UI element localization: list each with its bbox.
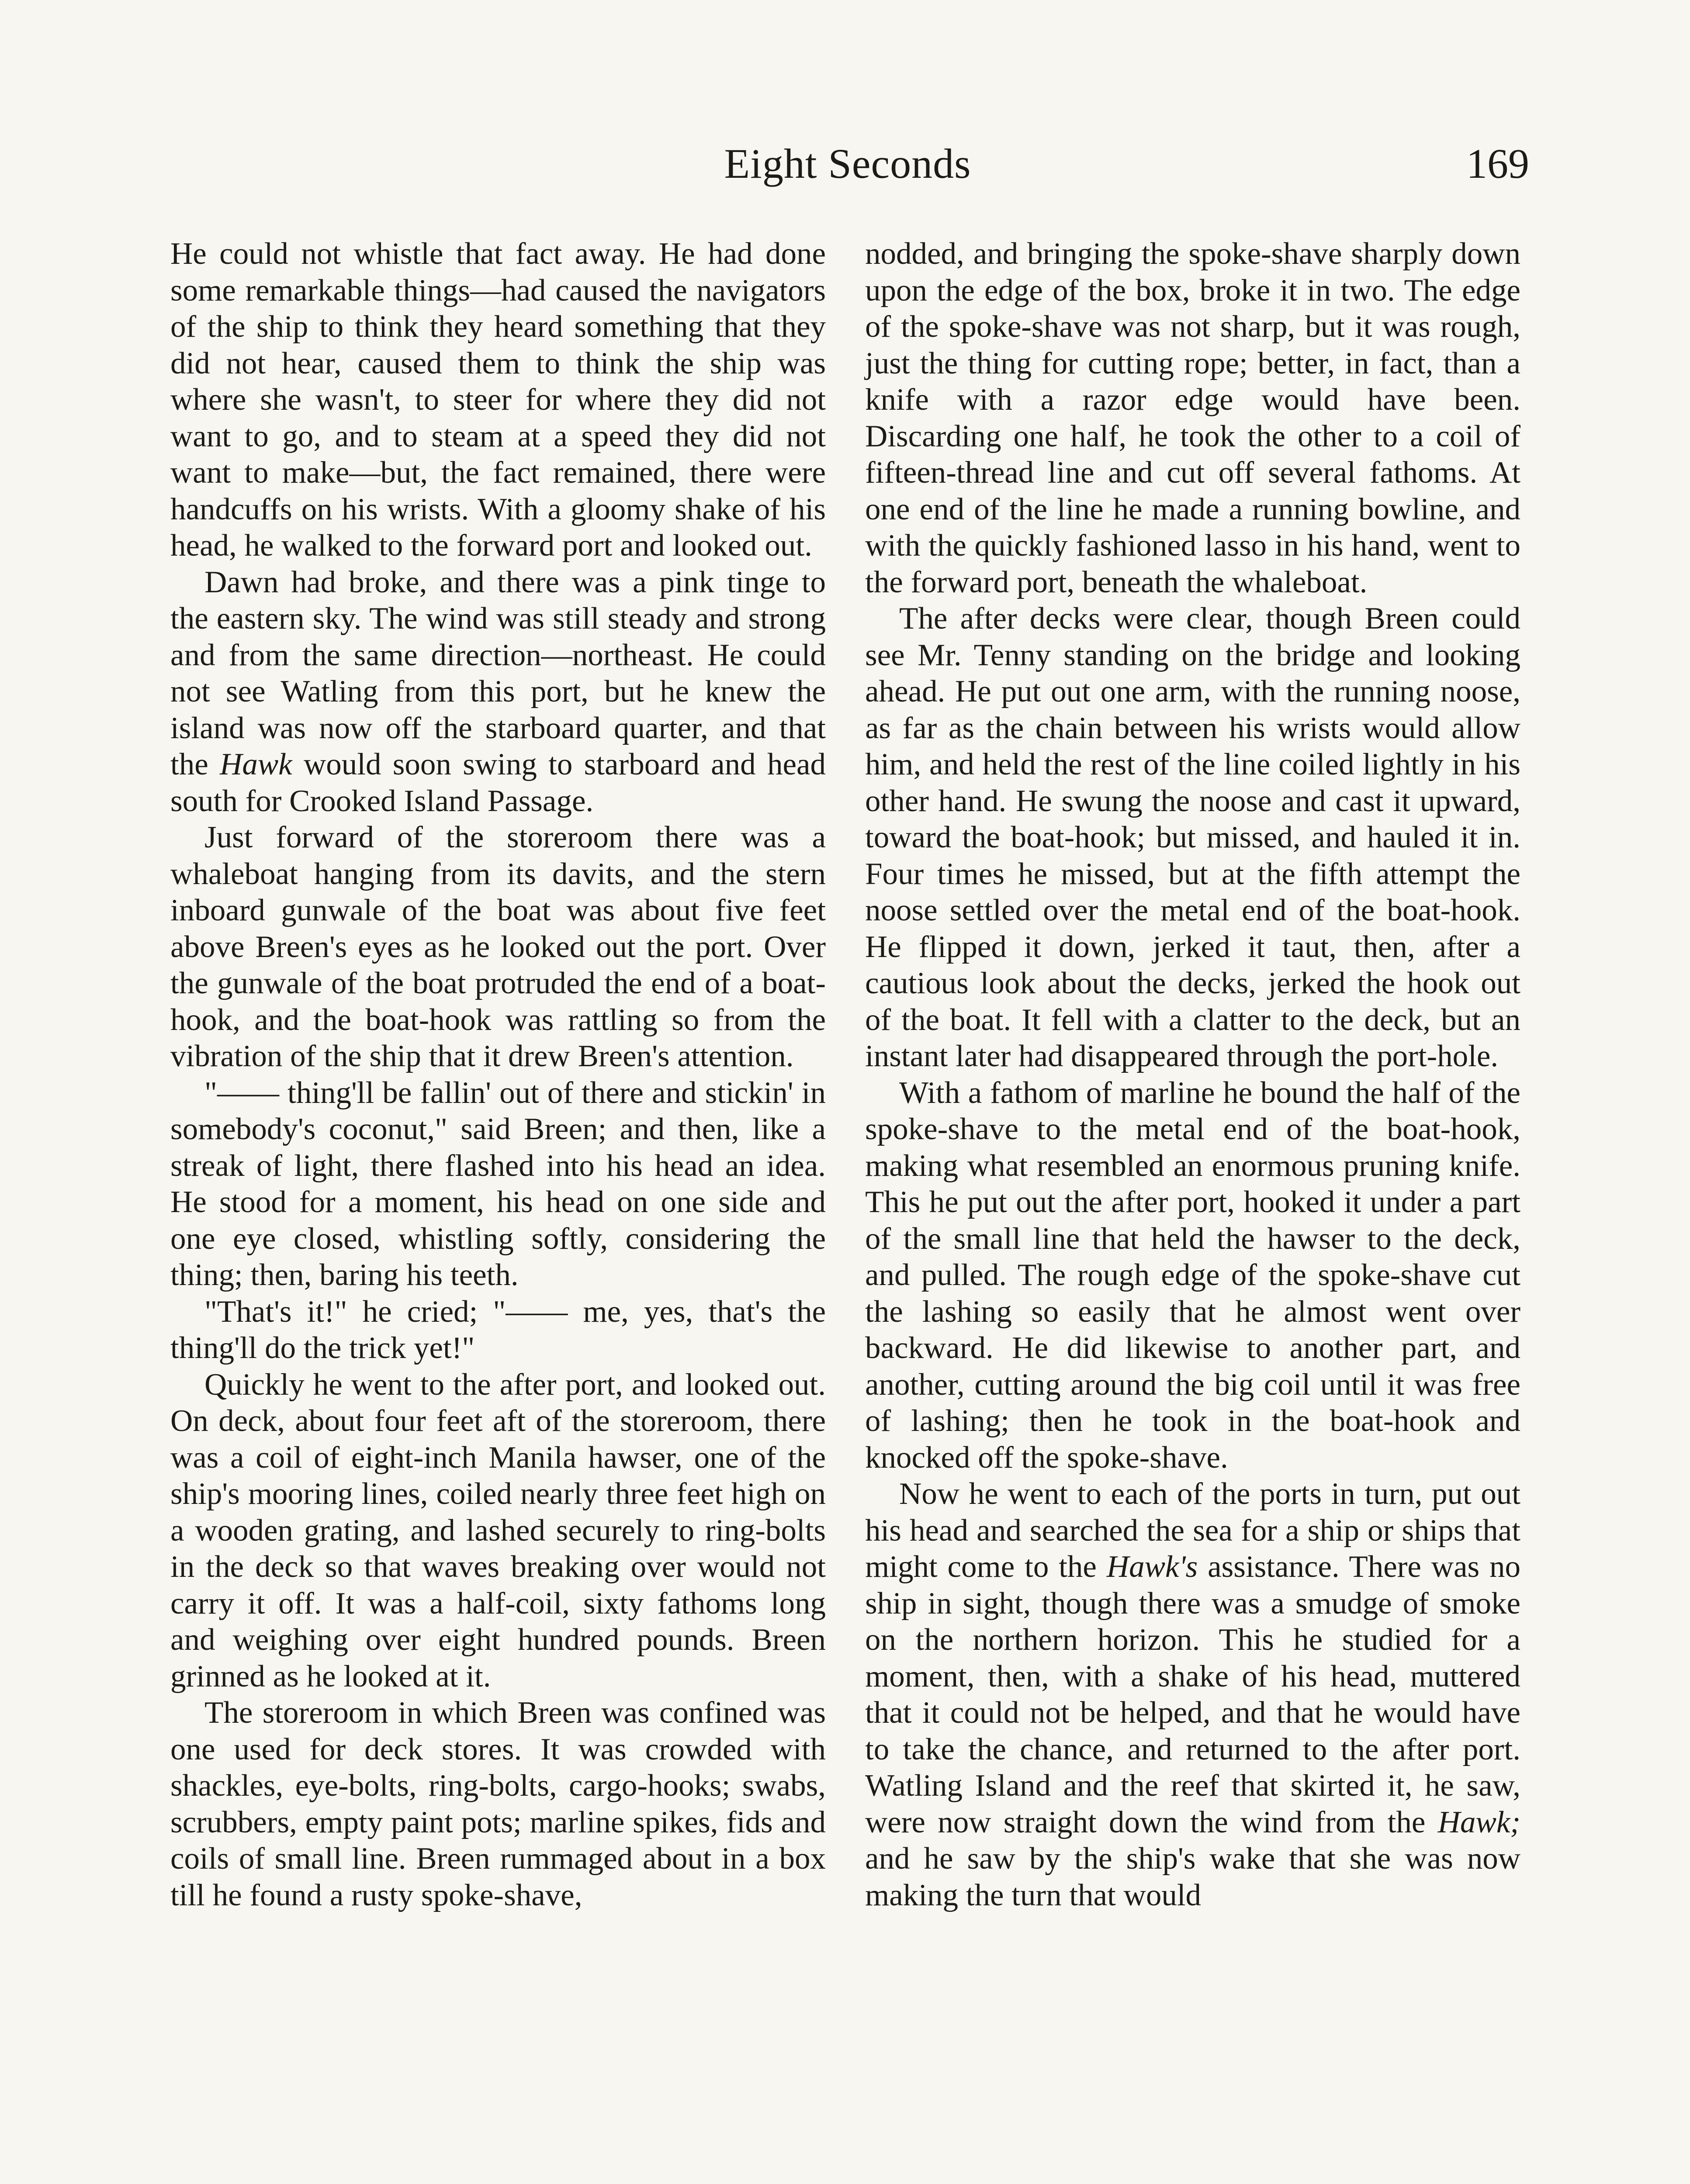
paragraph: nodded, and bringing the spoke-shave sharply down upon the edge of the box, broke it in two. The edge of the spoke-shave was not sharp, but it was rough, just the thing for cutting rope; better, in fact, than a knife with a razor edge would have been. Discarding one half, he took the other to a coil of fifteen-thread line and cut off several fathoms. At one end of the line he made a running bowline, and with the quickly fashioned lasso in his hand, went to the forward port, beneath the whaleboat. xyxy=(865,237,1520,599)
paragraph-text: and he saw by the ship's wake that she was now making the turn that would xyxy=(865,1842,1520,1912)
paragraph: Quickly he went to the after port, and looked out. On deck, about four feet aft of the storeroom, there was a coil of eight-inch Manila hawser, one of the ship's mooring lines, coiled nearly three feet high on a wooden grating, and lashed securely to ring-bolts in the deck so that waves breaking over would not carry it off. It was a half-coil, sixty fathoms long and weighing over eight hundred pounds. Breen grinned as he looked at it. xyxy=(170,1367,826,1693)
paragraph: Just forward of the storeroom there was a whaleboat hanging from its davits, and the stern inboard gunwale of the boat was about five feet above Breen's eyes as he looked out the port. Over the gunwale of the boat protruded the end of a boat-hook, and the boat-hook was rattling so from the vibration of the ship that it drew Breen's attention. xyxy=(170,820,826,1073)
ship-name: Hawk; xyxy=(1437,1805,1520,1839)
running-head xyxy=(166,133,1529,194)
paragraph: He could not whistle that fact away. He had done some remarkable things—had caused the navigators of the ship to think they heard something that they did not hear, caused them to think the ship was where she wasn't, to steer for where they did not want to go, and to steam at a speed they did not want to make—but, the fact remained, there were handcuffs on his wrists. With a gloomy shake of his head, he walked to the forward port and looked out. xyxy=(170,237,826,563)
paragraph-text: and returned to the after port. Watling Island and the reef that skirted it, he saw, were now straight down the wind from the xyxy=(865,1732,1520,1839)
ship-name: Hawk's xyxy=(1106,1550,1198,1584)
paragraph xyxy=(865,1476,1520,1914)
ship-name: Hawk xyxy=(220,747,292,781)
page-number: 169 xyxy=(1466,140,1529,187)
right-column xyxy=(865,236,1520,1914)
paragraph-text: would soon swing to starboard and head south for Crooked Island Passage. xyxy=(170,747,826,818)
paragraph xyxy=(170,564,826,820)
paragraph-text: Dawn had broke, and there was a pink tinge to the eastern sky. The wind was still steady and strong and from the same direction—northeast. He could not see Watling from this port, but he knew the island was now off the starboard quarter, and that the xyxy=(170,565,826,781)
paragraph: "—— thing'll be fallin' out of there and stickin' in somebody's coconut," said Breen; and then, like a streak of light, there flashed into his head an idea. He stood for a moment, his head on one side and one eye closed, whistling softly, considering the thing; then, baring his teeth. xyxy=(170,1075,826,1292)
paragraph-text: assistance. There was no ship in sight, though there was a smudge of smoke on the northern horizon. This he studied for a moment, then, with a shake of his head, muttered that it could not be helped, and that he would have to take the chance, xyxy=(865,1550,1520,1766)
paragraph: "That's it!" he cried; "—— me, yes, that's the thing'll do the trick yet!" xyxy=(170,1294,826,1365)
paragraph: The storeroom in which Breen was confined was one used for deck stores. It was crowded with shackles, eye-bolts, ring-bolts, cargo-hooks; swabs, scrubbers, empty paint pots; marline spikes, fids and coils of small line. Breen rummaged about in a box till he found a rusty spoke-shave, xyxy=(170,1696,826,1912)
paragraph: With a fathom of marline he bound the half of the spoke-shave to the metal end of the boat-hook, making what resembled an enormous pruning knife. This he put out the after port, hooked it under a part of the small line that held the hawser to the deck, and pulled. The rough edge of the spoke-shave cut the lashing so easily that he almost went over backward. He did likewise to another part, and another, cutting around the big coil until it was free of lashing; then he took in the boat-hook and knocked off the spoke-shave. xyxy=(865,1075,1520,1475)
left-column xyxy=(170,236,826,1914)
paragraph-text: Now he went to each of the ports in turn, put out his head and searched the sea for a ship or ships that might come to the xyxy=(865,1477,1520,1584)
running-title: Eight Seconds xyxy=(724,140,971,187)
paragraph: The after decks were clear, though Breen could see Mr. Tenny standing on the bridge and looking ahead. He put out one arm, with the running noose, as far as the chain between his wrists would allow him, and held the rest of the line coiled lightly in his other hand. He swung the noose and cast it upward, toward the boat-hook; but missed, and hauled it in. Four times he missed, but at the fifth attempt the noose settled over the metal end of the boat-hook. He flipped it down, jerked it taut, then, after a cautious look about the decks, jerked the hook out of the boat. It fell with a clatter to the deck, but an instant later had disappeared through the port-hole. xyxy=(865,601,1520,1073)
